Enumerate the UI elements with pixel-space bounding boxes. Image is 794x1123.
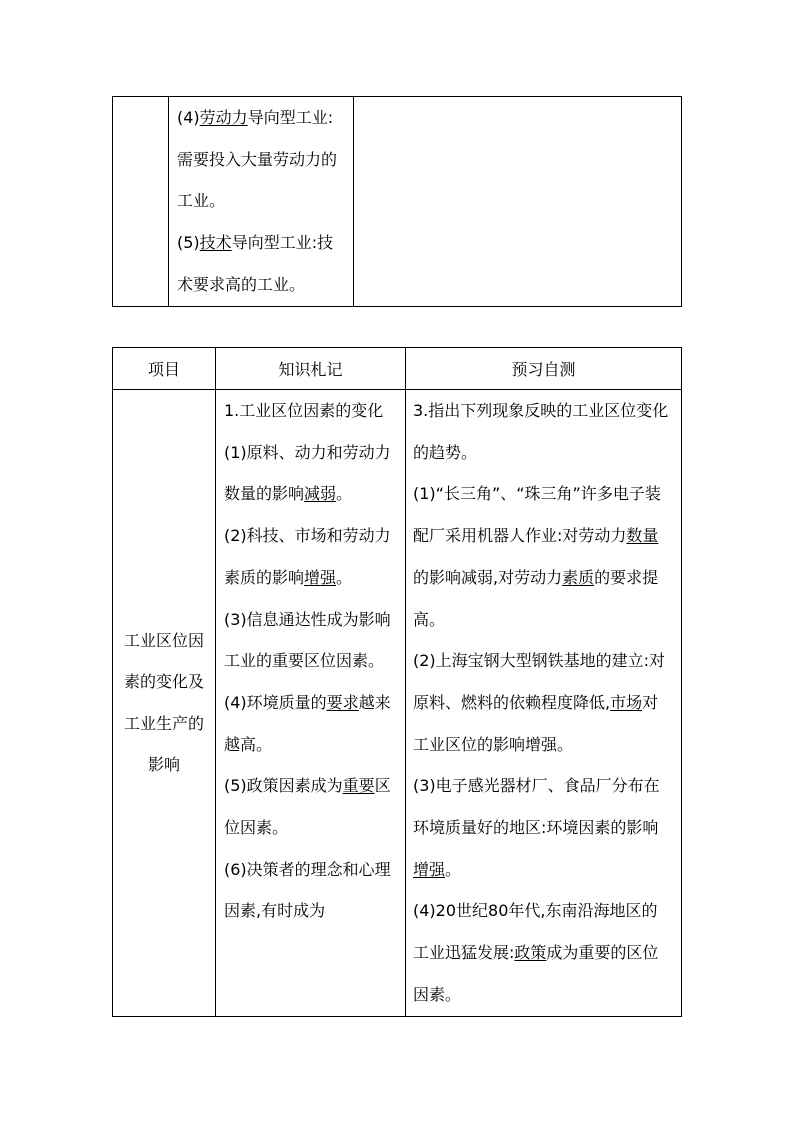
note-item: (2)科技、市场和劳动力素质的影响增强。 xyxy=(224,526,391,587)
quiz-answer: 数量 xyxy=(626,526,659,546)
note-item: (6)决策者的理念和心理因素,有时成为 xyxy=(224,859,391,921)
quiz-answer: 政策 xyxy=(514,943,547,963)
study-table xyxy=(112,347,682,1017)
quiz-cell xyxy=(406,390,682,1017)
note-item: (1)原料、动力和劳动力数量的影响减弱。 xyxy=(224,442,391,504)
notes-list xyxy=(216,390,405,932)
item-technology: (5)技术导向型工业:技术要求高的工业。 xyxy=(177,233,334,294)
note-item: (4)环境质量的要求越来越高。 xyxy=(224,692,391,754)
header-item: 项目 xyxy=(113,348,216,390)
quiz-answer: 增强 xyxy=(413,859,446,879)
notes-cell xyxy=(216,390,406,1017)
quiz-item: (4)20世纪80年代,东南沿海地区的工业迅猛发展:政策成为重要的区位因素。 xyxy=(413,901,659,1004)
topic-cell-empty xyxy=(113,97,169,307)
note-item: (3)信息通达性成为影响工业的重要区位因素。 xyxy=(224,609,391,671)
topic-cell: 工业区位因素的变化及工业生产的影响 xyxy=(113,390,216,1017)
note-answer: 增强 xyxy=(304,567,337,587)
note-item: 1.工业区位因素的变化 xyxy=(224,401,384,420)
item-labor: (4)劳动力导向型工业:需要投入大量劳动力的工业。 xyxy=(177,108,338,211)
note-answer: 重要 xyxy=(342,776,375,796)
header-quiz: 预习自测 xyxy=(406,348,682,390)
answer-labor: 劳动力 xyxy=(199,108,248,127)
continuation-table xyxy=(112,96,682,307)
note-answer: 减弱 xyxy=(304,484,337,504)
quiz-item: (2)上海宝钢大型钢铁基地的建立:对原料、燃料的依赖程度降低,市场对工业区位的影响增强。 xyxy=(413,651,666,754)
note-answer: 要求 xyxy=(326,692,359,712)
quiz-item: 3.指出下列现象反映的工业区位变化的趋势。 xyxy=(413,401,669,462)
answer-technology: 技术 xyxy=(199,233,232,253)
note-item: (5)政策因素成为重要区位因素。 xyxy=(224,776,391,838)
quiz-list xyxy=(406,390,681,1016)
header-notes: 知识札记 xyxy=(216,348,406,390)
quiz-item: (3)电子感光器材厂、食品厂分布在环境质量好的地区:环境因素的影响增强。 xyxy=(413,776,660,879)
quiz-answer: 市场 xyxy=(610,692,643,712)
quiz-answer: 素质 xyxy=(562,567,595,587)
quiz-cell-empty xyxy=(354,97,682,307)
quiz-item: (1)“长三角”、“珠三角”许多电子装配厂采用机器人作业:对劳动力数量的影响减弱,对劳动力素质的要求提高。 xyxy=(413,484,661,629)
industry-types-cell xyxy=(169,97,354,307)
